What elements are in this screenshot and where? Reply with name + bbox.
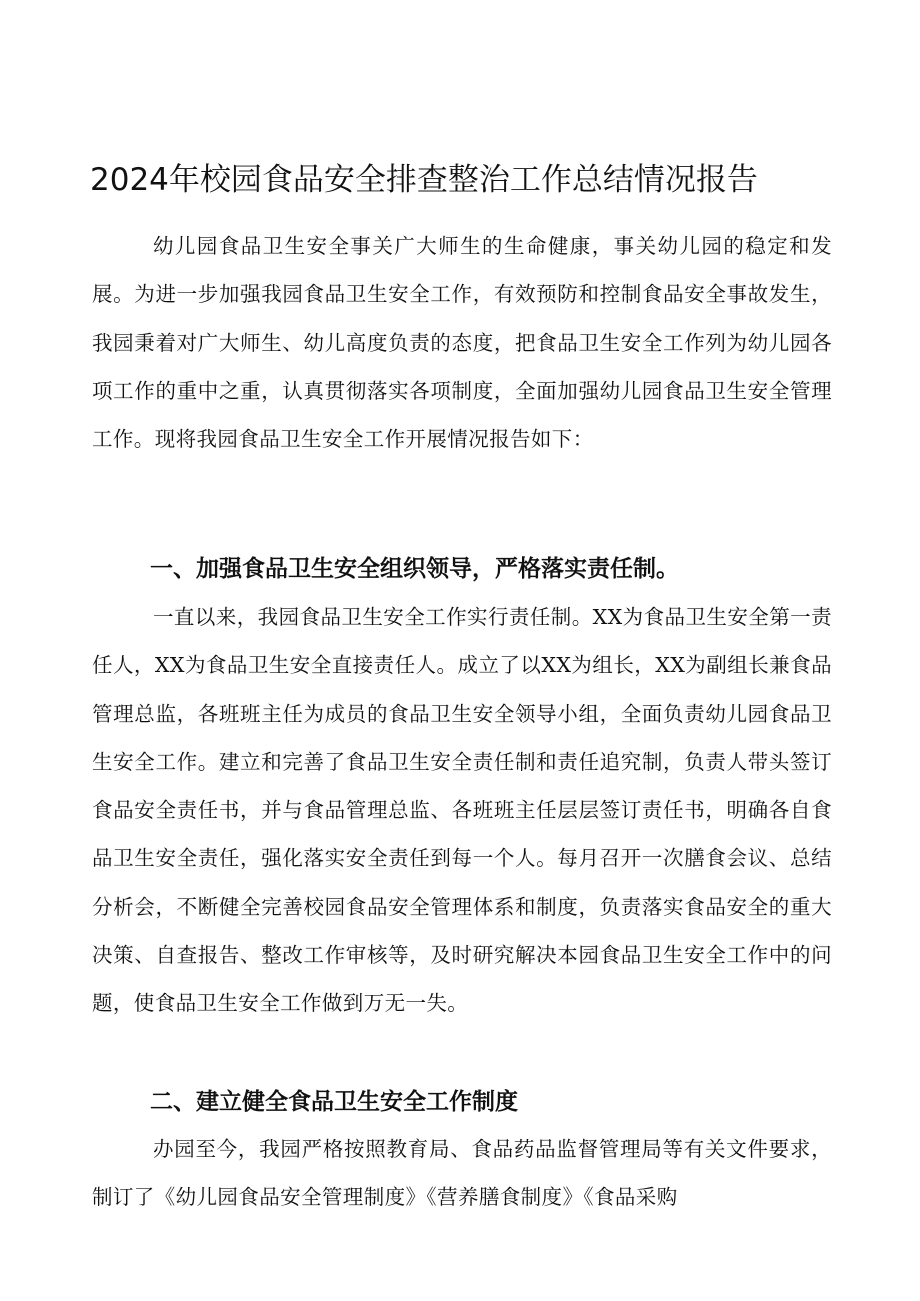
section-2-heading: 二、建立健全食品卫生安全工作制度	[150, 1089, 518, 1115]
section-1-heading: 一、加强食品卫生安全组织领导，严格落实责任制。	[150, 556, 679, 582]
document-title: 2024年校园食品安全排查整治工作总结情况报告	[90, 162, 758, 198]
intro-paragraph: 幼儿园食品卫生安全事关广大师生的生命健康，事关幼儿园的稳定和发展。为进一步加强我园食品卫生安全工作，有效预防和控制食品安全事故发生，我园秉着对广大师生、幼儿高度负责的态度，把食品卫生安全工作列为幼儿园各项工作的重中之重，认真贯彻落实各项制度，全面加强幼儿园食品卫生安全管理工作。现将我园食品卫生安全工作开展情况报告如下：	[92, 234, 832, 452]
section-1-paragraph: 一直以来，我园食品卫生安全工作实行责任制。XX为食品卫生安全第一责任人，XX为食品卫生安全直接责任人。成立了以XX为组长，XX为副组长兼食品管理总监，各班班主任为成员的食品卫生安全领导小组，全面负责幼儿园食品卫生安全工作。建立和完善了食品卫生安全责任制和责任追究制，负责人带头签订食品安全责任书，并与食品管理总监、各班班主任层层签订责任书，明确各自食品卫生安全责任，强化落实安全责任到每一个人。每月召开一次膳食会议、总结分析会，不断健全完善校园食品安全管理体系和制度，负责落实食品安全的重大决策、自查报告、整改工作审核等，及时研究解决本园食品卫生安全工作中的问题，使食品卫生安全工作做到万无一失。	[92, 605, 832, 1016]
section-2-paragraph: 办园至今，我园严格按照教育局、食品药品监督管理局等有关文件要求，制订了《幼儿园食品安全管理制度》《营养膳食制度》《食品采购	[92, 1137, 832, 1210]
